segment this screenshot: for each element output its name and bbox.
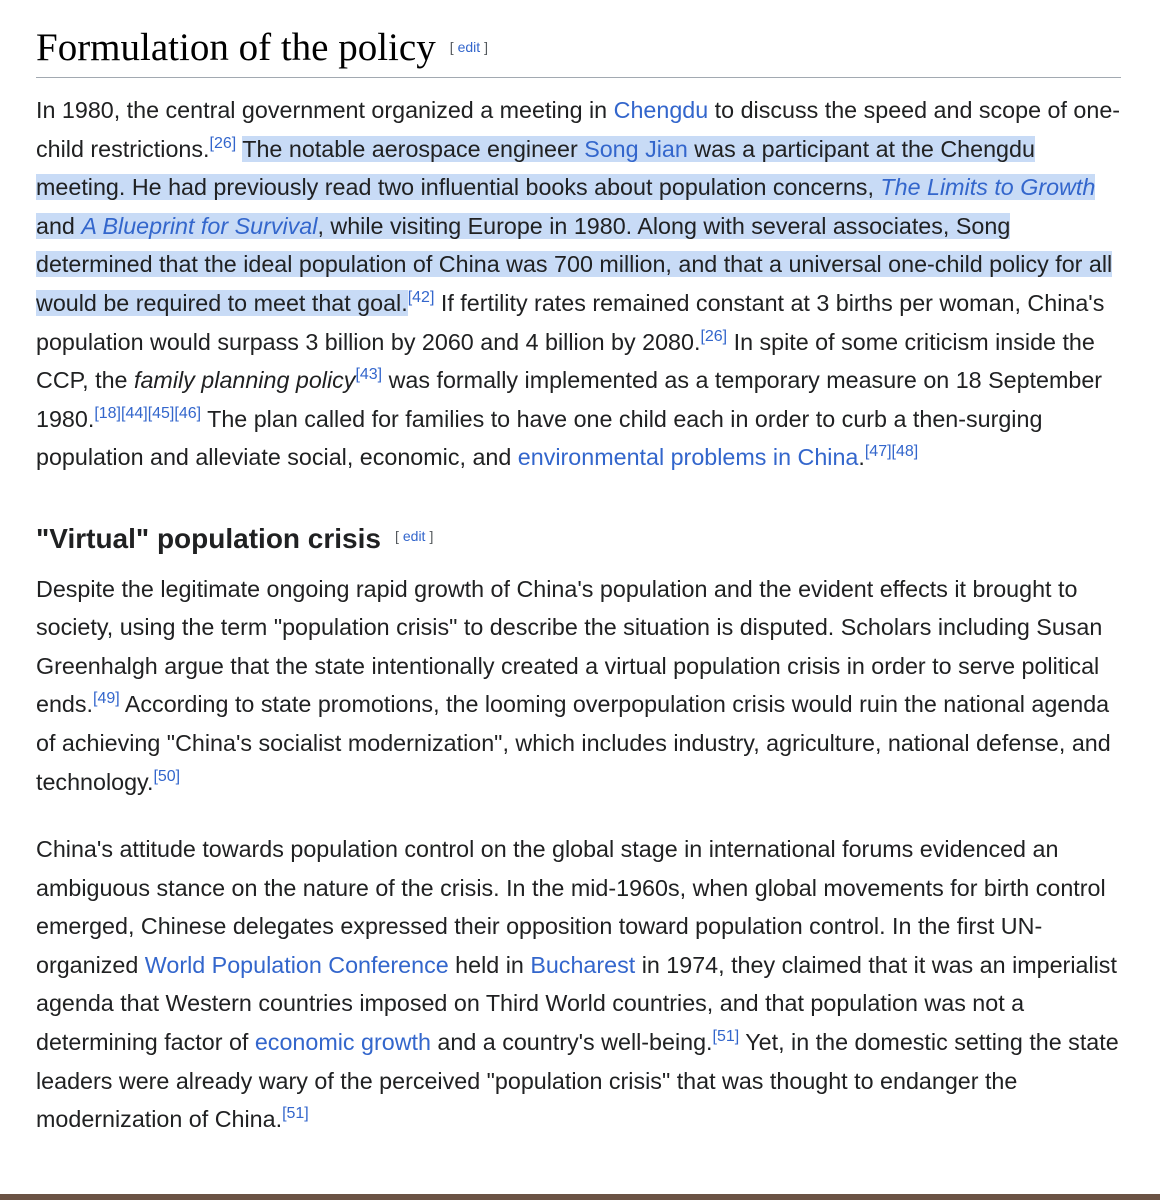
paragraph-virtual-crisis	[36, 570, 1121, 802]
section-heading	[36, 0, 1121, 78]
citation-link-48[interactable]: [48]	[891, 443, 919, 461]
citation-link-26[interactable]: [26]	[209, 134, 237, 152]
link-blueprint-for-survival[interactable]: A Blueprint for Survival	[81, 212, 318, 239]
citation-link-44[interactable]: [44]	[121, 404, 148, 422]
link-economic-growth[interactable]: economic growth	[254, 1029, 431, 1056]
link-bucharest[interactable]: Bucharest	[530, 951, 636, 978]
subsection-title: "Virtual" population crisis	[36, 522, 381, 554]
citation-link-45[interactable]: [45]	[147, 404, 175, 422]
link-world-population-conference[interactable]: World Population Conference	[144, 951, 449, 978]
citation-link-49[interactable]: [49]	[93, 690, 120, 708]
citation-26-b	[700, 328, 727, 345]
section-edit-wrapper: [ edit ]	[449, 39, 489, 56]
text-run: .	[858, 444, 865, 471]
text-run: In spite of some criticism inside the CCP, the	[36, 328, 1095, 394]
link-environmental-problems[interactable]: environmental problems in China	[517, 444, 859, 471]
link-song-jian[interactable]: Song Jian	[584, 135, 688, 162]
window-bottom-edge	[0, 1194, 1160, 1200]
paragraph-formulation	[36, 91, 1121, 477]
citation-50	[153, 768, 180, 785]
citation-51-b	[282, 1105, 309, 1122]
citation-43	[355, 366, 382, 383]
citation-link-42[interactable]: [42]	[407, 288, 435, 306]
article-content	[36, 0, 1121, 1139]
text-run: was formally implemented as a temporary measure on 18 September 1980.	[36, 367, 1103, 432]
subsection-heading	[36, 522, 1121, 556]
citation-link-18[interactable]: [18]	[94, 404, 121, 422]
text-run: in 1974, they claimed that it was an imperialist agenda that Western countries imposed on Third World countries, and that population was not a determining factor of	[36, 951, 1117, 1056]
text-run: Yet, in the domestic setting the state leaders were already wary of the perceived "population crisis" that was thought to endanger the modernization of China.	[36, 1029, 1119, 1133]
citation-link-51[interactable]: [51]	[712, 1028, 740, 1046]
paragraph-global-stance	[36, 830, 1121, 1139]
text-run: If fertility rates remained constant at 3 births per woman, China's population would surpass 3 billion by 2060 and 4 billion by 2080.	[36, 289, 1105, 355]
citation-link-26-b[interactable]: [26]	[700, 327, 728, 345]
text-run: to discuss the speed and scope of one-child restrictions.	[36, 97, 1121, 162]
text-run: and	[36, 212, 82, 239]
text-run: The plan called for families to have one child each in order to curb a then-surging population and alleviate social, economic, and	[36, 405, 1043, 471]
citation-link-51-b[interactable]: [51]	[282, 1105, 309, 1123]
text-run: and a country's well-being.	[430, 1029, 713, 1056]
italic-family-planning-policy: family planning policy	[134, 367, 356, 394]
citation-group-18-46	[94, 405, 201, 422]
text-run: Despite the legitimate ongoing rapid growth of China's population and the evident effects it brought to society, using the term "population crisis" to describe the situation is disputed. Scholars including Susan Greenhalgh argue that the state intentionally created a virtual population crisis in order to serve political ends.	[36, 575, 1103, 718]
text-selection	[36, 136, 1112, 316]
subsection-edit-wrapper: [ edit ]	[394, 528, 434, 545]
link-limits-to-growth[interactable]: The Limits to Growth	[880, 174, 1096, 201]
text-run: held in	[448, 951, 531, 978]
citation-link-46[interactable]: [46]	[174, 404, 202, 422]
citation-link-47[interactable]: [47]	[864, 443, 892, 461]
citation-26	[210, 135, 237, 152]
link-chengdu[interactable]: Chengdu	[613, 97, 709, 123]
citation-51	[713, 1028, 740, 1045]
text-run: In 1980, the central government organized a meeting in	[36, 97, 614, 123]
section-edit-link[interactable]: edit	[457, 39, 481, 56]
citation-link-43[interactable]: [43]	[355, 366, 383, 384]
subsection-edit-link[interactable]: edit	[402, 528, 426, 545]
citation-42	[408, 289, 435, 306]
citation-group-47-48	[865, 443, 918, 460]
text-run: China's attitude towards population control on the global stage in international forums evidenced an ambiguous stance on the nature of the crisis. In the mid-1960s, when global movements for birth control emerged, Chinese delegates expressed their opposition toward population control. In the first UN-organized	[36, 836, 1106, 978]
citation-49	[93, 690, 120, 707]
citation-link-50[interactable]: [50]	[153, 767, 181, 785]
text-run: According to state promotions, the looming overpopulation crisis would ruin the national agenda of achieving "China's socialist modernization", which includes industry, agriculture, national defense, and technology.	[36, 691, 1111, 795]
text-run: was a participant at the Chengdu meeting. He had previously read two influential books about population concerns,	[36, 135, 1035, 201]
text-run: The notable aerospace engineer	[242, 135, 585, 162]
text-run: , while visiting Europe in 1980. Along with several associates, Song determined that the ideal population of China was 700 million, and that a universal one-child policy for all would be required to meet that goal.	[36, 212, 1113, 316]
section-title: Formulation of the policy	[36, 26, 436, 69]
